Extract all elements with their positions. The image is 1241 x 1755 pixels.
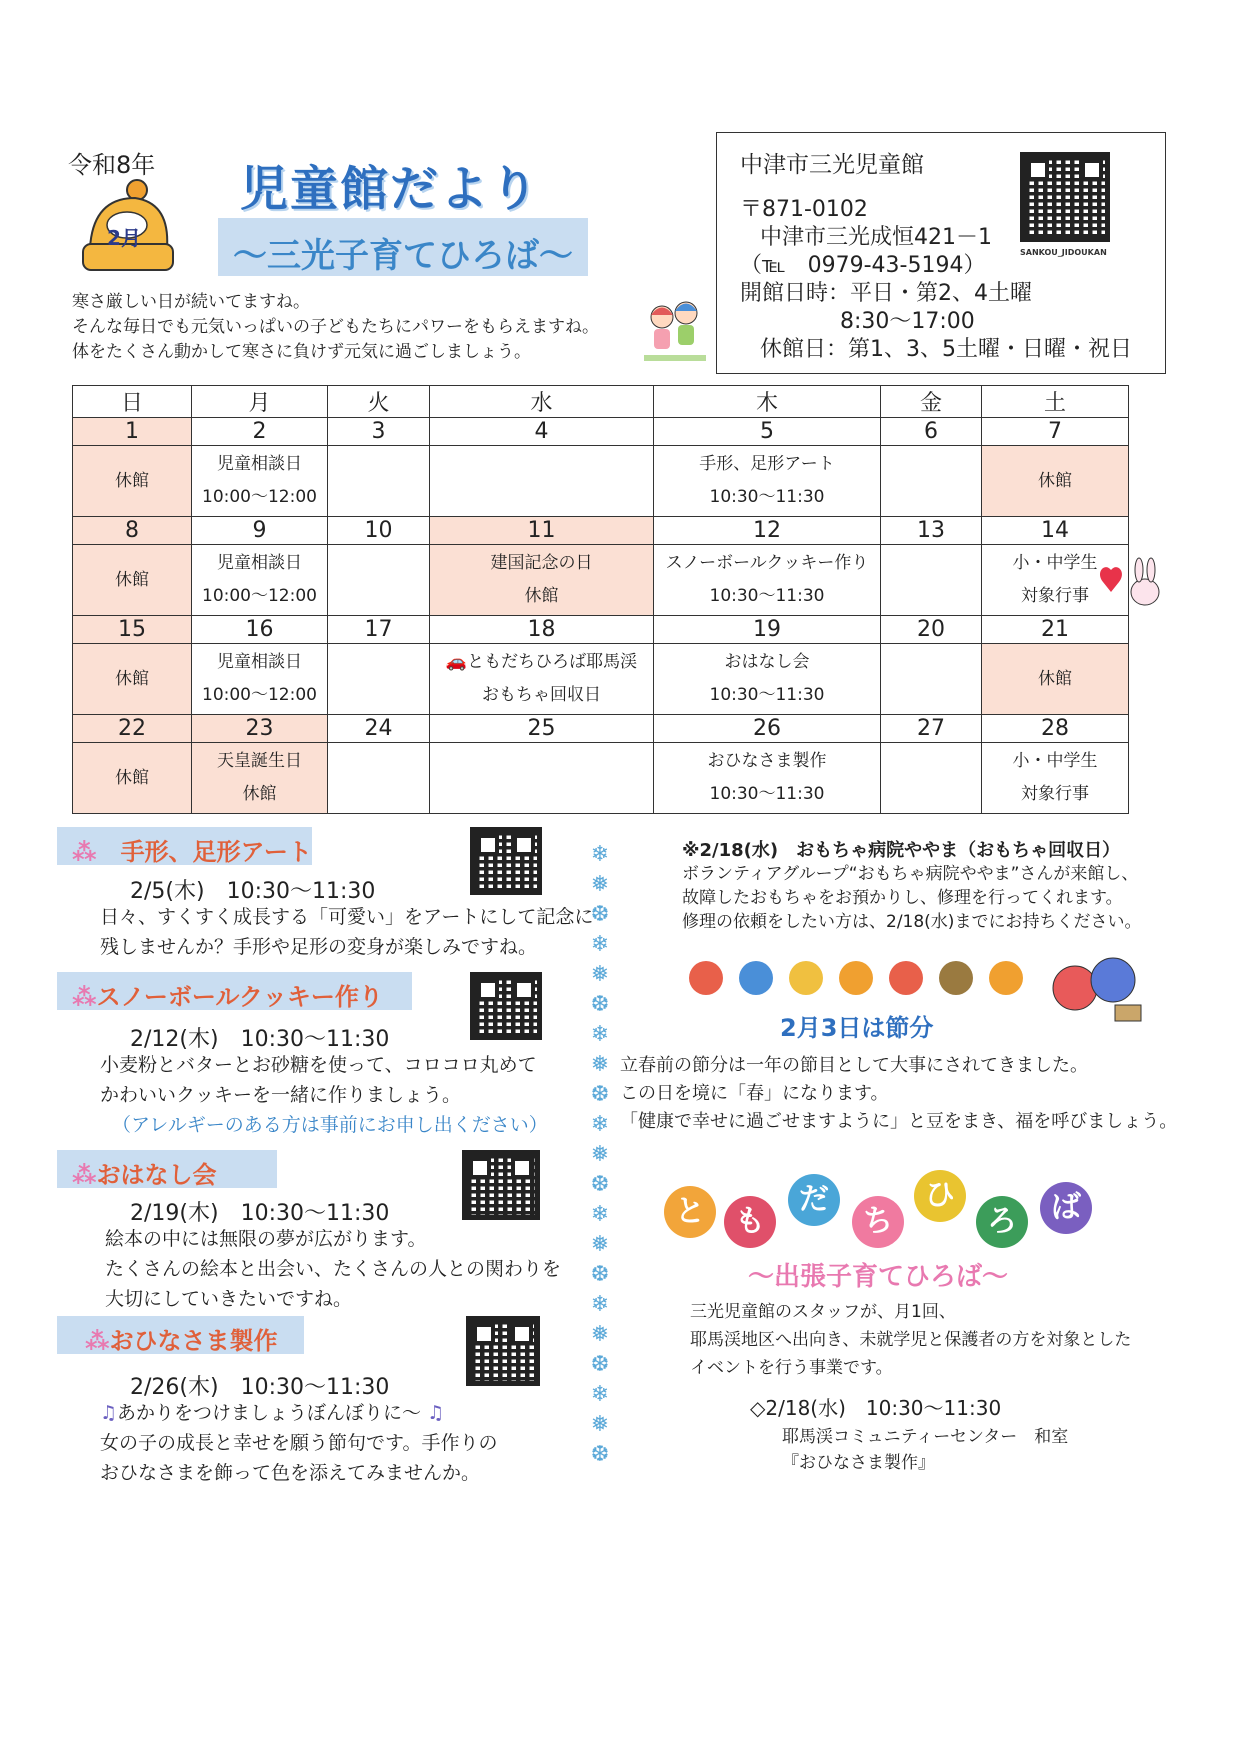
title-letter-circle: だ: [788, 1174, 840, 1226]
snowflake-divider: ❄ ❅ ❆ ❄ ❅ ❆ ❄ ❅ ❆ ❄ ❅ ❆ ❄ ❅ ❆ ❄ ❅ ❆ ❄ ❅ ❆: [590, 842, 610, 1467]
calendar-table: [72, 385, 1129, 814]
calendar-event-row: [73, 545, 1129, 616]
calendar-weekday-row: [73, 386, 1129, 418]
section-description: 日々、すくすく成長する「可愛い」をアートにして記念に 残しませんか？手形や足形の変身が楽しみですね。: [100, 906, 594, 958]
event-cell: おひなさま製作 10:30〜11:30: [654, 743, 881, 814]
section-title: ⁂おはなし会: [72, 1161, 217, 1189]
page-title: 児童館だより: [240, 161, 541, 217]
sparkle-icon: ⁂: [72, 983, 97, 1011]
section-description: 小麦粉とバターとお砂糖を使って、コロコロ丸めて かわいいクッキーを一緒に作りましょう。: [100, 1054, 537, 1106]
setsubun-text: 立春前の節分は一年の節目として大事にされてきました。 この日を境に「春」になります。 「健康で幸せに過ごせますように」と豆をまき、福を呼びましょう。: [620, 1055, 1178, 1132]
date-cell: 17: [328, 616, 430, 644]
event-cell: 建国記念の日 休館: [430, 545, 654, 616]
opening-days: 開館日時：平日・第2、4土曜: [740, 281, 1032, 306]
sparkle-icon: ⁂: [85, 1327, 110, 1355]
section-title: ⁂スノーボールクッキー作り: [72, 983, 383, 1011]
section-title: ⁂おひなさま製作: [85, 1327, 278, 1355]
date-cell: 4: [430, 418, 654, 446]
date-cell: 22: [73, 715, 192, 743]
section-qr-code[interactable]: [462, 1150, 540, 1220]
event-cell: 手形、足形アート 10:30〜11:30: [654, 446, 881, 517]
date-cell: 7: [982, 418, 1129, 446]
instagram-qr-code[interactable]: [1020, 152, 1110, 242]
tomodachi-subtitle: 〜出張子育てひろば〜: [748, 1262, 1009, 1292]
facility-name: 中津市三光児童館: [740, 152, 924, 178]
bunny-heart-illustration: [1095, 552, 1165, 614]
date-cell: 28: [982, 715, 1129, 743]
date-cell: 18: [430, 616, 654, 644]
date-cell: 16: [192, 616, 328, 644]
calendar-date-row: [73, 418, 1129, 446]
title-letter-circle: ろ: [976, 1196, 1028, 1248]
postal-code: 〒871-0102: [740, 197, 868, 222]
event-cell: 🚗ともだちひろば耶馬渓 おもちゃ回収日: [430, 644, 654, 715]
weekday-header: 火: [328, 386, 430, 418]
title-letter-circle: ち: [852, 1196, 904, 1248]
event-cell: [881, 743, 982, 814]
event-cell: [430, 446, 654, 517]
running-kids-illustration: [640, 295, 710, 365]
date-cell: 12: [654, 517, 881, 545]
event-cell: [328, 743, 430, 814]
event-cell: [881, 644, 982, 715]
music-note-icon: ♫: [100, 1402, 118, 1424]
event-cell: スノーボールクッキー作り 10:30〜11:30: [654, 545, 881, 616]
date-cell: 14: [982, 517, 1129, 545]
weekday-header: 木: [654, 386, 881, 418]
title-letter-circle: と: [664, 1186, 716, 1238]
intro-text: 寒さ厳しい日が続いてますね。 そんな毎日でも元気いっぱいの子どもたちにパワーをもらえますね。 体をたくさん動かして寒さに負けず元気に過ごしましょう。: [72, 292, 599, 362]
calendar-event-row: [73, 446, 1129, 517]
section-qr-code[interactable]: [466, 1316, 540, 1386]
date-cell: 11: [430, 517, 654, 545]
sparkle-icon: ⁂: [72, 1161, 97, 1189]
event-cell: 小・中学生 対象行事: [982, 545, 1129, 616]
weekday-header: 月: [192, 386, 328, 418]
setsubun-title: 2月3日は節分: [780, 1014, 934, 1042]
event-cell: おはなし会 10:30〜11:30: [654, 644, 881, 715]
date-cell: 20: [881, 616, 982, 644]
weekday-header: 水: [430, 386, 654, 418]
title-letter-circle: も: [724, 1196, 776, 1248]
date-cell: 8: [73, 517, 192, 545]
sparkle-icon: ⁂: [72, 838, 97, 866]
date-cell: 21: [982, 616, 1129, 644]
section-datetime: 2/19(木) 10:30〜11:30: [130, 1201, 390, 1226]
event-cell: 児童相談日 10:00〜12:00: [192, 644, 328, 715]
tomodachi-place: 耶馬渓コミュニティーセンター 和室: [782, 1427, 1069, 1447]
section-datetime: 2/12(木) 10:30〜11:30: [130, 1027, 390, 1052]
date-cell: 2: [192, 418, 328, 446]
event-cell: 児童相談日 10:00〜12:00: [192, 446, 328, 517]
car-icon: 🚗: [445, 652, 468, 672]
event-cell: 休館: [982, 644, 1129, 715]
title-letter-circle: ひ: [914, 1170, 966, 1222]
date-cell: 1: [73, 418, 192, 446]
event-cell: 天皇誕生日 休館: [192, 743, 328, 814]
oni-couple-illustration: [1045, 950, 1145, 1025]
calendar-event-row: [73, 644, 1129, 715]
date-cell: 27: [881, 715, 982, 743]
section-datetime: 2/5(木) 10:30〜11:30: [130, 879, 376, 904]
event-cell: [430, 743, 654, 814]
era-label: 令和8年: [68, 151, 156, 179]
event-cell: 休館: [73, 644, 192, 715]
calendar-date-row: [73, 517, 1129, 545]
section-qr-code[interactable]: [470, 972, 542, 1040]
date-cell: 9: [192, 517, 328, 545]
event-cell: 休館: [982, 446, 1129, 517]
opening-hours: 8:30〜17:00: [840, 309, 975, 334]
event-cell: [328, 644, 430, 715]
page-subtitle: 〜三光子育てひろば〜: [233, 236, 573, 276]
date-cell: 24: [328, 715, 430, 743]
event-cell: 小・中学生 対象行事: [982, 743, 1129, 814]
toy-hospital-title: ※2/18(水) おもちゃ病院ややま（おもちゃ回収日）: [682, 840, 1121, 861]
tomodachi-datetime: ◇2/18(水) 10:30〜11:30: [750, 1396, 1002, 1420]
date-cell: 10: [328, 517, 430, 545]
weekday-header: 金: [881, 386, 982, 418]
date-cell: 13: [881, 517, 982, 545]
event-cell: [328, 545, 430, 616]
qr-caption: SANKOU_JIDOUKAN: [1020, 248, 1107, 257]
tomodachi-text: 三光児童館のスタッフが、月1回、 耶馬渓地区へ出向き、未就学児と保護者の方を対象とした イベントを行う事業です。: [690, 1302, 1132, 1378]
date-cell: 26: [654, 715, 881, 743]
section-qr-code[interactable]: [470, 827, 542, 895]
event-cell: 休館: [73, 743, 192, 814]
section-description: 絵本の中には無限の夢が広がります。 たくさんの絵本と出会い、たくさんの人との関わりを 大切にしていきたいですね。: [105, 1228, 562, 1310]
date-cell: 5: [654, 418, 881, 446]
event-cell: 児童相談日 10:00〜12:00: [192, 545, 328, 616]
closed-days: 休館日：第1、3、5土曜・日曜・祝日: [760, 337, 1132, 362]
tomodachi-event: 『おひなさま製作』: [782, 1453, 935, 1473]
allergy-note: （アレルギーのある方は事前にお申し出ください）: [112, 1114, 548, 1136]
calendar-date-row: [73, 616, 1129, 644]
music-note-icon: ♫: [427, 1402, 445, 1424]
section-title: ⁂ 手形、足形アート: [72, 838, 312, 866]
date-cell: 6: [881, 418, 982, 446]
weekday-header: 土: [982, 386, 1129, 418]
oni-beans-illustration: [686, 958, 1026, 998]
calendar-date-row: [73, 715, 1129, 743]
event-cell: [881, 446, 982, 517]
date-cell: 19: [654, 616, 881, 644]
date-cell: 3: [328, 418, 430, 446]
phone: （℡ 0979-43-5194）: [740, 253, 986, 278]
weekday-header: 日: [73, 386, 192, 418]
date-cell: 15: [73, 616, 192, 644]
date-cell: 25: [430, 715, 654, 743]
section-description: ♫あかりをつけましょうぼんぼりに〜 ♫ 女の子の成長と幸せを願う節句です。手作りの おひなさまを飾って色を添えてみませんか。: [100, 1402, 498, 1484]
title-letter-circle: ば: [1040, 1182, 1092, 1234]
date-cell: 23: [192, 715, 328, 743]
event-cell: [881, 545, 982, 616]
address: 中津市三光成恒421－1: [760, 225, 992, 250]
event-cell: [328, 446, 430, 517]
section-datetime: 2/26(木) 10:30〜11:30: [130, 1375, 390, 1400]
event-cell: 休館: [73, 545, 192, 616]
month-badge: 2月: [107, 226, 141, 250]
event-cell: 休館: [73, 446, 192, 517]
calendar-event-row: [73, 743, 1129, 814]
toy-hospital-text: ボランティアグループ“おもちゃ病院ややま”さんが来館し、 故障したおもちゃをお預かりし、修理を行ってくれます。 修理の依頼をしたい方は、2/18(水)までにお持ちください。: [682, 864, 1142, 932]
